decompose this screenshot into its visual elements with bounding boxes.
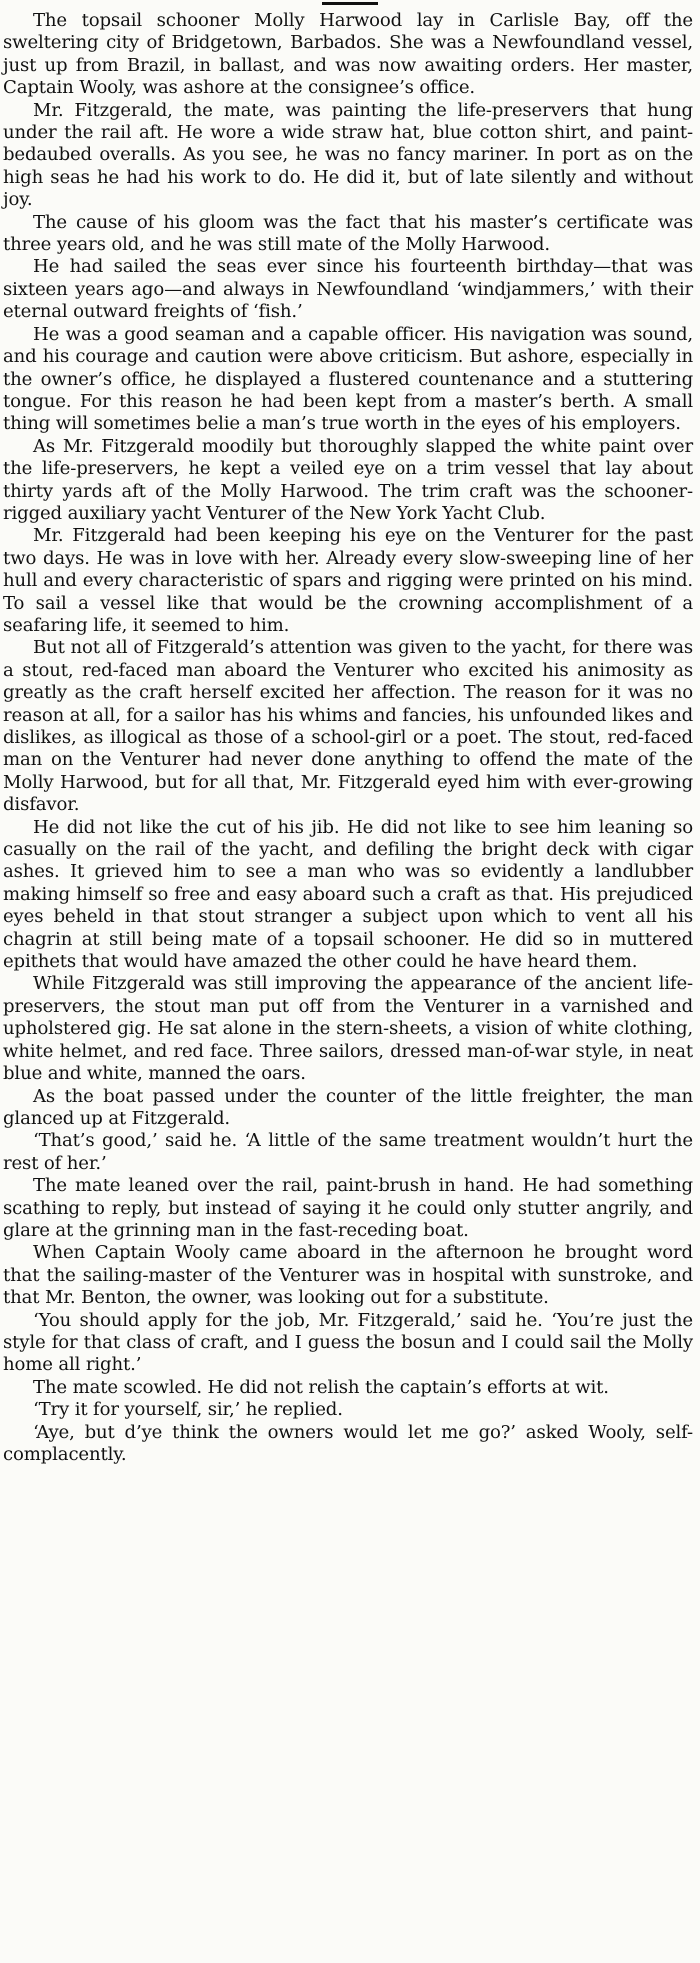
paragraph: ‘You should apply for the job, Mr. Fitzgerald,’ said he. ‘You’re just the style for that class of craft, and I guess the bosun and I could sail the Molly home all right.’ <box>3 1309 693 1376</box>
paragraph: He had sailed the seas ever since his fourteenth birthday—that was sixteen years ago—and always in Newfoundland ‘windjammers,’ with their eternal outward freights of ‘fish.’ <box>3 256 693 323</box>
paragraph: When Captain Wooly came aboard in the afternoon he brought word that the sailing-master of the Venturer was in hospital with sunstroke, and that Mr. Benton, the owner, was looking out for a substitute. <box>3 1242 693 1309</box>
paragraph: He was a good seaman and a capable officer. His navigation was sound, and his courage and caution were above criticism. But ashore, especially in the owner’s office, he displayed a flustered countenance and a stuttering tongue. For this reason he had been kept from a master’s berth. A small thing will sometimes belie a man’s true worth in the eyes of his employers. <box>3 323 693 435</box>
paragraph: ‘Aye, but d’ye think the owners would let me go?’ asked Wooly, self-complacently. <box>3 1421 693 1465</box>
paragraph: The mate scowled. He did not relish the captain’s efforts at wit. <box>33 1376 609 1398</box>
paragraph: He did not like the cut of his jib. He did not like to see him leaning so casually on the rail of the yacht, and defiling the bright deck with cigar ashes. It grieved him to see a man who was so evidently a landlubber making himself so free and easy aboard such a craft as that. His prejudiced eyes beheld in that stout stranger a subject upon which to vent all his chagrin at still being mate of a topsail schooner. He did so in muttered epithets that would have amazed the other could he have heard them. <box>3 816 693 973</box>
paragraph: The topsail schooner Molly Harwood lay in Carlisle Bay, off the sweltering city of Bridgetown, Barbados. She was a Newfoundland vessel, just up from Brazil, in ballast, and was now awaiting orders. Her master, Captain Wooly, was ashore at the consignee’s office. <box>3 10 693 99</box>
paragraph: Mr. Fitzgerald had been keeping his eye on the Venturer for the past two days. He was in love with her. Already every slow-sweeping line of her hull and every characteristic of spars and rigging were printed on his mind. To sail a vessel like that would be the crowning accomplishment of a seafaring life, it seemed to him. <box>3 525 693 636</box>
paragraph: The mate leaned over the rail, paint-brush in hand. He had something scathing to reply, but instead of saying it he could only stutter angrily, and glare at the grinning man in the fast-receding boat. <box>3 1175 693 1241</box>
section-rule <box>322 2 378 5</box>
paragraph: As Mr. Fitzgerald moodily but thoroughly slapped the white paint over the life-preservers, he kept a veiled eye on a trim vessel that lay about thirty yards aft of the Molly Harwood. The trim craft was the schooner-rigged auxiliary yacht Venturer of the New York Yacht Club. <box>3 435 693 524</box>
paragraph: But not all of Fitzgerald’s attention was given to the yacht, for there was a stout, red-faced man aboard the Venturer who excited his animosity as greatly as the craft herself excited her affection. The reason for it was no reason at all, for a sailor has his whims and fancies, his unfounded likes and dislikes, as illogical as those of a school-girl or a poet. The stout, red-faced man on the Venturer had never done anything to offend the mate of the Molly Harwood, but for all that, Mr. Fitzgerald eyed him with ever-growing disfavor. <box>3 637 693 816</box>
paragraph: ‘Try it for yourself, sir,’ he replied. <box>33 1399 343 1421</box>
paragraph: ‘That’s good,’ said he. ‘A little of the same treatment wouldn’t hurt the rest of her.’ <box>3 1130 693 1174</box>
paragraph: As the boat passed under the counter of the little freighter, the man glanced up at Fitzgerald. <box>3 1085 693 1129</box>
story-text <box>3 10 693 1466</box>
paragraph: The cause of his gloom was the fact that his master’s certificate was three years old, and he was still mate of the Molly Harwood. <box>3 211 693 256</box>
paragraph: While Fitzgerald was still improving the appearance of the ancient life-preservers, the stout man put off from the Venturer in a varnished and upholstered gig. He sat alone in the stern-sheets, a vision of white clothing, white helmet, and red face. Three sailors, dressed man-of-war style, in neat blue and white, manned the oars. <box>3 973 693 1085</box>
paragraph: Mr. Fitzgerald, the mate, was painting the life-preservers that hung under the rail aft. He wore a wide straw hat, blue cotton shirt, and paint-bedaubed overalls. As you see, he was no fancy mariner. In port as on the high seas he had his work to do. He did it, but of late silently and without joy. <box>3 99 693 211</box>
